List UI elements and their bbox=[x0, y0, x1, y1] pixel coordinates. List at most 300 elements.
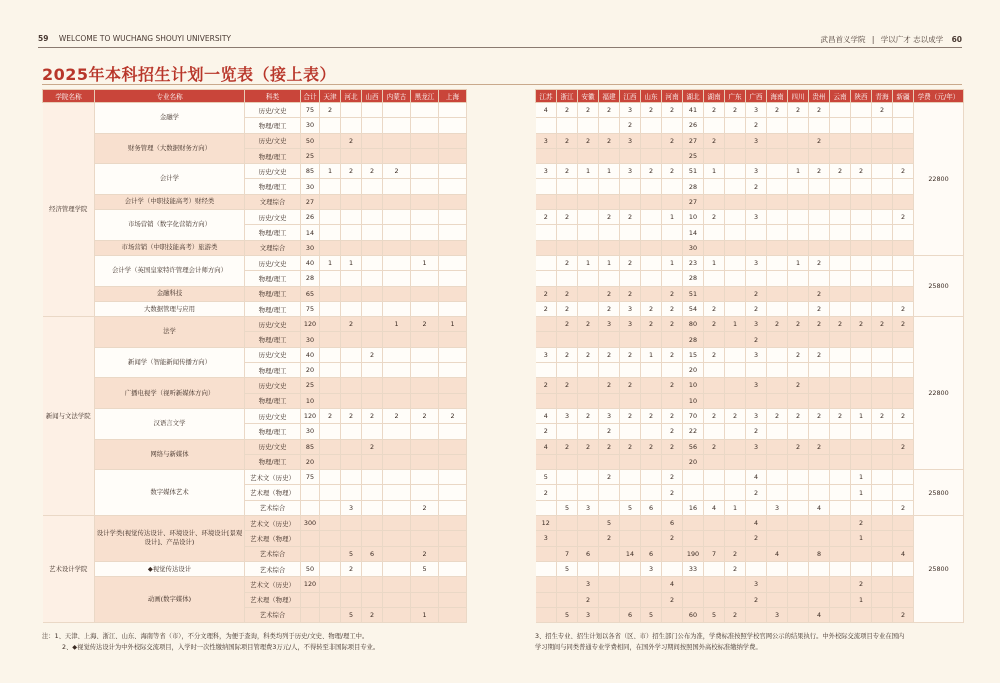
left-header-row bbox=[43, 90, 467, 103]
quota-cell bbox=[725, 271, 746, 286]
tuition-fee: 25800 bbox=[914, 470, 964, 516]
quota-cell bbox=[746, 561, 767, 576]
subject-category: 物理/理工 bbox=[245, 454, 301, 469]
quota-cell bbox=[362, 378, 383, 393]
column-header: 广西 bbox=[746, 90, 767, 103]
quota-cell: 2 bbox=[578, 317, 599, 332]
quota-cell bbox=[683, 485, 704, 500]
quota-cell bbox=[439, 133, 467, 148]
quota-cell bbox=[536, 332, 557, 347]
quota-cell bbox=[578, 531, 599, 546]
quota-cell bbox=[830, 378, 851, 393]
table-row bbox=[536, 561, 964, 576]
quota-cell: 1 bbox=[411, 607, 439, 622]
quota-cell: 2 bbox=[578, 439, 599, 454]
quota-cell bbox=[439, 561, 467, 576]
quota-cell: 51 bbox=[683, 286, 704, 301]
quota-cell bbox=[830, 255, 851, 270]
quota-cell bbox=[320, 317, 341, 332]
quota-cell: 2 bbox=[341, 408, 362, 423]
table-row bbox=[536, 485, 964, 500]
quota-cell: 12 bbox=[536, 516, 557, 531]
quota-cell: 27 bbox=[683, 194, 704, 209]
quota-cell bbox=[411, 210, 439, 225]
quota-cell bbox=[383, 546, 411, 561]
subject-category: 物理/理工 bbox=[245, 148, 301, 163]
quota-cell bbox=[341, 485, 362, 500]
table-row bbox=[43, 516, 467, 531]
quota-cell bbox=[557, 118, 578, 133]
subject-category: 艺术理（物理） bbox=[245, 592, 301, 607]
quota-cell bbox=[383, 301, 411, 316]
quota-cell bbox=[704, 470, 725, 485]
total-cell bbox=[301, 500, 320, 515]
table-row bbox=[536, 103, 964, 118]
major-name: 财务管理（大数据财务方向） bbox=[95, 133, 245, 164]
quota-cell bbox=[341, 332, 362, 347]
quota-cell bbox=[383, 531, 411, 546]
quota-cell bbox=[872, 561, 893, 576]
total-cell: 40 bbox=[301, 347, 320, 362]
quota-cell: 2 bbox=[893, 164, 914, 179]
subject-category: 物理/理工 bbox=[245, 225, 301, 240]
quota-cell: 4 bbox=[809, 607, 830, 622]
quota-cell bbox=[578, 454, 599, 469]
quota-cell: 1 bbox=[851, 592, 872, 607]
total-cell: 25 bbox=[301, 378, 320, 393]
column-header: 贵州 bbox=[809, 90, 830, 103]
quota-cell bbox=[725, 378, 746, 393]
quota-cell: 15 bbox=[683, 347, 704, 362]
column-header: 湖南 bbox=[704, 90, 725, 103]
quota-cell bbox=[341, 194, 362, 209]
subject-category: 历史/文史 bbox=[245, 439, 301, 454]
quota-cell bbox=[872, 347, 893, 362]
quota-cell bbox=[872, 454, 893, 469]
quota-cell: 2 bbox=[620, 255, 641, 270]
table-row bbox=[536, 500, 964, 515]
quota-cell: 2 bbox=[725, 546, 746, 561]
quota-cell: 2 bbox=[383, 164, 411, 179]
quota-cell bbox=[725, 240, 746, 255]
quota-cell bbox=[411, 118, 439, 133]
quota-cell bbox=[383, 577, 411, 592]
quota-cell bbox=[320, 148, 341, 163]
table-row bbox=[536, 240, 964, 255]
quota-cell bbox=[362, 470, 383, 485]
total-cell bbox=[301, 531, 320, 546]
quota-cell bbox=[341, 286, 362, 301]
quota-cell bbox=[362, 194, 383, 209]
quota-cell: 5 bbox=[536, 470, 557, 485]
quota-cell bbox=[851, 561, 872, 576]
quota-cell bbox=[893, 485, 914, 500]
quota-cell bbox=[704, 454, 725, 469]
quota-cell: 2 bbox=[536, 424, 557, 439]
quota-cell bbox=[641, 225, 662, 240]
quota-cell bbox=[851, 225, 872, 240]
note-line: 2、◆视觉传达设计为中外校际交流项目，入学时一次性缴纳国际项目管理费3万元/人，不得转至非国际项目专业。 bbox=[62, 644, 380, 651]
quota-cell bbox=[809, 485, 830, 500]
quota-cell bbox=[641, 255, 662, 270]
quota-cell bbox=[362, 531, 383, 546]
quota-cell: 3 bbox=[767, 607, 788, 622]
quota-cell: 1 bbox=[662, 210, 683, 225]
quota-cell bbox=[599, 592, 620, 607]
quota-cell bbox=[872, 225, 893, 240]
quota-cell bbox=[767, 424, 788, 439]
quota-cell bbox=[830, 470, 851, 485]
quota-cell bbox=[872, 301, 893, 316]
quota-cell bbox=[893, 531, 914, 546]
quota-cell bbox=[599, 148, 620, 163]
quota-cell: 2 bbox=[411, 317, 439, 332]
quota-cell: 5 bbox=[341, 546, 362, 561]
major-name: 市场营销（中职技能高考）旅游类 bbox=[95, 240, 245, 255]
quota-cell bbox=[320, 378, 341, 393]
column-header: 内蒙古 bbox=[383, 90, 411, 103]
quota-cell: 20 bbox=[683, 454, 704, 469]
quota-cell bbox=[851, 332, 872, 347]
quota-cell bbox=[439, 240, 467, 255]
column-header: 上海 bbox=[439, 90, 467, 103]
quota-cell: 20 bbox=[683, 363, 704, 378]
table-row bbox=[536, 363, 964, 378]
quota-cell bbox=[809, 148, 830, 163]
quota-cell: 3 bbox=[746, 133, 767, 148]
quota-cell bbox=[341, 210, 362, 225]
table-row bbox=[43, 210, 467, 225]
subject-category: 物理/理工 bbox=[245, 179, 301, 194]
quota-cell bbox=[893, 363, 914, 378]
quota-cell: 23 bbox=[683, 255, 704, 270]
quota-cell: 2 bbox=[767, 103, 788, 118]
major-name: 网络与新媒体 bbox=[95, 439, 245, 470]
quota-cell bbox=[662, 393, 683, 408]
left-header-text: WELCOME TO WUCHANG SHOUYI UNIVERSITY bbox=[58, 34, 231, 43]
quota-cell: 41 bbox=[683, 103, 704, 118]
quota-cell bbox=[439, 592, 467, 607]
quota-cell: 6 bbox=[641, 546, 662, 561]
column-header: 天津 bbox=[320, 90, 341, 103]
quota-cell bbox=[341, 347, 362, 362]
quota-cell: 5 bbox=[641, 607, 662, 622]
quota-cell: 1 bbox=[851, 470, 872, 485]
quota-cell bbox=[362, 271, 383, 286]
quota-cell bbox=[341, 393, 362, 408]
quota-cell bbox=[320, 393, 341, 408]
quota-cell bbox=[439, 470, 467, 485]
quota-cell bbox=[872, 271, 893, 286]
quota-cell bbox=[704, 531, 725, 546]
table-row bbox=[43, 301, 467, 316]
quota-cell bbox=[662, 148, 683, 163]
quota-cell bbox=[411, 347, 439, 362]
quota-cell: 3 bbox=[599, 408, 620, 423]
quota-cell bbox=[439, 118, 467, 133]
quota-cell: 2 bbox=[362, 408, 383, 423]
quota-cell bbox=[439, 148, 467, 163]
quota-cell bbox=[830, 133, 851, 148]
quota-cell bbox=[809, 210, 830, 225]
quota-cell bbox=[362, 516, 383, 531]
quota-cell bbox=[341, 378, 362, 393]
quota-cell bbox=[872, 332, 893, 347]
quota-cell bbox=[767, 347, 788, 362]
quota-cell: 28 bbox=[683, 271, 704, 286]
quota-cell bbox=[788, 271, 809, 286]
quota-cell bbox=[641, 485, 662, 500]
quota-cell bbox=[872, 118, 893, 133]
quota-cell: 10 bbox=[683, 393, 704, 408]
quota-cell: 2 bbox=[893, 607, 914, 622]
quota-cell bbox=[341, 363, 362, 378]
quota-cell bbox=[320, 592, 341, 607]
quota-cell bbox=[809, 225, 830, 240]
tuition-fee: 25800 bbox=[914, 255, 964, 316]
column-header: 江西 bbox=[620, 90, 641, 103]
quota-cell bbox=[683, 577, 704, 592]
quota-cell bbox=[383, 607, 411, 622]
quota-cell bbox=[683, 592, 704, 607]
quota-cell bbox=[578, 118, 599, 133]
quota-cell bbox=[383, 103, 411, 118]
quota-cell bbox=[362, 210, 383, 225]
total-cell bbox=[301, 485, 320, 500]
quota-cell bbox=[830, 485, 851, 500]
quota-cell bbox=[341, 179, 362, 194]
quota-cell bbox=[641, 271, 662, 286]
quota-cell bbox=[746, 225, 767, 240]
quota-cell: 7 bbox=[557, 546, 578, 561]
quota-cell: 1 bbox=[599, 164, 620, 179]
total-cell: 30 bbox=[301, 240, 320, 255]
table-row bbox=[536, 607, 964, 622]
quota-cell: 54 bbox=[683, 301, 704, 316]
quota-cell bbox=[383, 286, 411, 301]
quota-cell bbox=[439, 286, 467, 301]
subject-category: 文理综合 bbox=[245, 194, 301, 209]
quota-cell bbox=[411, 424, 439, 439]
quota-cell bbox=[620, 424, 641, 439]
quota-cell bbox=[809, 393, 830, 408]
quota-cell bbox=[830, 531, 851, 546]
quota-cell: 2 bbox=[704, 317, 725, 332]
quota-cell: 10 bbox=[683, 378, 704, 393]
quota-cell bbox=[872, 148, 893, 163]
quota-cell: 3 bbox=[746, 439, 767, 454]
subject-category: 历史/文史 bbox=[245, 378, 301, 393]
quota-cell bbox=[620, 393, 641, 408]
quota-cell: 4 bbox=[704, 500, 725, 515]
table-row bbox=[536, 424, 964, 439]
quota-cell bbox=[383, 194, 411, 209]
quota-cell bbox=[704, 332, 725, 347]
quota-cell bbox=[725, 118, 746, 133]
quota-cell: 14 bbox=[620, 546, 641, 561]
quota-cell: 6 bbox=[662, 516, 683, 531]
tuition-fee: 25800 bbox=[914, 516, 964, 623]
quota-cell: 2 bbox=[641, 408, 662, 423]
quota-cell bbox=[411, 332, 439, 347]
quota-cell bbox=[411, 592, 439, 607]
quota-cell bbox=[830, 516, 851, 531]
quota-cell bbox=[851, 286, 872, 301]
quota-cell bbox=[411, 164, 439, 179]
total-cell: 85 bbox=[301, 164, 320, 179]
quota-cell: 2 bbox=[662, 378, 683, 393]
table-row bbox=[536, 393, 964, 408]
major-name: 设计学类(视觉传达设计、环境设计、环境设计[景观设计]、产品设计) bbox=[95, 516, 245, 562]
quota-cell: 2 bbox=[641, 301, 662, 316]
quota-cell: 51 bbox=[683, 164, 704, 179]
quota-cell bbox=[578, 179, 599, 194]
quota-cell bbox=[851, 454, 872, 469]
quota-cell: 16 bbox=[683, 500, 704, 515]
quota-cell bbox=[641, 148, 662, 163]
quota-cell: 14 bbox=[683, 225, 704, 240]
quota-cell bbox=[872, 194, 893, 209]
quota-cell bbox=[599, 500, 620, 515]
quota-cell: 4 bbox=[536, 439, 557, 454]
quota-cell: 2 bbox=[746, 424, 767, 439]
quota-cell bbox=[767, 454, 788, 469]
quota-cell bbox=[362, 577, 383, 592]
quota-cell bbox=[599, 240, 620, 255]
table-row bbox=[43, 439, 467, 454]
quota-cell: 3 bbox=[746, 577, 767, 592]
quota-cell bbox=[746, 148, 767, 163]
quota-cell bbox=[704, 240, 725, 255]
quota-cell bbox=[809, 561, 830, 576]
quota-cell: 2 bbox=[557, 378, 578, 393]
quota-cell bbox=[320, 607, 341, 622]
quota-cell bbox=[320, 210, 341, 225]
quota-cell bbox=[536, 546, 557, 561]
quota-cell bbox=[578, 301, 599, 316]
quota-cell bbox=[599, 179, 620, 194]
quota-cell bbox=[725, 531, 746, 546]
quota-cell bbox=[704, 393, 725, 408]
total-cell: 10 bbox=[301, 393, 320, 408]
tuition-fee: 22800 bbox=[914, 103, 964, 256]
quota-cell: 2 bbox=[767, 317, 788, 332]
table-row bbox=[43, 240, 467, 255]
quota-cell: 2 bbox=[788, 317, 809, 332]
total-cell: 27 bbox=[301, 194, 320, 209]
table-row bbox=[536, 592, 964, 607]
quota-cell bbox=[809, 240, 830, 255]
quota-cell: 3 bbox=[746, 317, 767, 332]
quota-cell bbox=[725, 454, 746, 469]
quota-cell: 28 bbox=[683, 179, 704, 194]
quota-cell: 2 bbox=[662, 133, 683, 148]
quota-cell bbox=[599, 225, 620, 240]
table-row bbox=[43, 103, 467, 118]
quota-cell bbox=[536, 454, 557, 469]
quota-cell bbox=[872, 592, 893, 607]
column-header: 浙江 bbox=[557, 90, 578, 103]
quota-cell bbox=[362, 592, 383, 607]
quota-cell: 2 bbox=[746, 592, 767, 607]
table-row bbox=[536, 118, 964, 133]
title-rule bbox=[42, 84, 962, 85]
quota-cell bbox=[620, 179, 641, 194]
table-row bbox=[536, 210, 964, 225]
total-cell: 26 bbox=[301, 210, 320, 225]
quota-cell bbox=[641, 393, 662, 408]
table-row bbox=[536, 408, 964, 423]
quota-cell: 2 bbox=[746, 485, 767, 500]
quota-cell: 2 bbox=[851, 516, 872, 531]
quota-cell: 2 bbox=[704, 408, 725, 423]
table-row bbox=[536, 347, 964, 362]
quota-cell: 2 bbox=[830, 408, 851, 423]
quota-cell: 26 bbox=[683, 118, 704, 133]
quota-cell bbox=[557, 516, 578, 531]
header-separator: | bbox=[871, 35, 875, 44]
quota-cell bbox=[320, 577, 341, 592]
quota-cell: 3 bbox=[746, 164, 767, 179]
subject-category: 艺术综合 bbox=[245, 561, 301, 576]
quota-cell bbox=[788, 500, 809, 515]
page-title: 2025年本科招生计划一览表（接上表） bbox=[42, 65, 337, 84]
right-page-header bbox=[820, 34, 962, 48]
table-row bbox=[536, 454, 964, 469]
quota-cell bbox=[893, 194, 914, 209]
quota-cell: 6 bbox=[362, 546, 383, 561]
quota-cell bbox=[620, 577, 641, 592]
quota-cell bbox=[320, 347, 341, 362]
quota-cell: 2 bbox=[557, 210, 578, 225]
quota-cell: 2 bbox=[599, 103, 620, 118]
quota-cell bbox=[641, 210, 662, 225]
quota-cell bbox=[830, 240, 851, 255]
quota-cell bbox=[725, 225, 746, 240]
column-header: 安徽 bbox=[578, 90, 599, 103]
quota-cell: 2 bbox=[662, 301, 683, 316]
quota-cell bbox=[362, 179, 383, 194]
quota-cell: 3 bbox=[578, 607, 599, 622]
quota-cell: 2 bbox=[872, 408, 893, 423]
quota-cell bbox=[578, 332, 599, 347]
quota-cell bbox=[362, 255, 383, 270]
quota-cell: 7 bbox=[704, 546, 725, 561]
quota-cell bbox=[320, 179, 341, 194]
quota-cell: 2 bbox=[620, 378, 641, 393]
quota-cell: 2 bbox=[725, 561, 746, 576]
quota-cell bbox=[725, 148, 746, 163]
quota-cell bbox=[578, 561, 599, 576]
quota-cell bbox=[893, 148, 914, 163]
quota-cell bbox=[788, 286, 809, 301]
quota-cell: 2 bbox=[620, 210, 641, 225]
quota-cell: 2 bbox=[788, 103, 809, 118]
column-header: 江苏 bbox=[536, 90, 557, 103]
quota-cell bbox=[362, 454, 383, 469]
quota-cell: 4 bbox=[893, 546, 914, 561]
quota-cell bbox=[536, 194, 557, 209]
subject-category: 物理/理工 bbox=[245, 301, 301, 316]
note-line: 注：1、天津、上海、浙江、山东、海南等省（市），不分文理科，为便于查询，科类均列于历史/文史、物理/理工中。 bbox=[42, 633, 369, 640]
quota-cell: 4 bbox=[662, 577, 683, 592]
subject-category: 艺术综合 bbox=[245, 607, 301, 622]
total-cell bbox=[301, 546, 320, 561]
quota-cell bbox=[788, 516, 809, 531]
quota-cell bbox=[411, 439, 439, 454]
quota-cell bbox=[536, 500, 557, 515]
quota-cell bbox=[872, 286, 893, 301]
